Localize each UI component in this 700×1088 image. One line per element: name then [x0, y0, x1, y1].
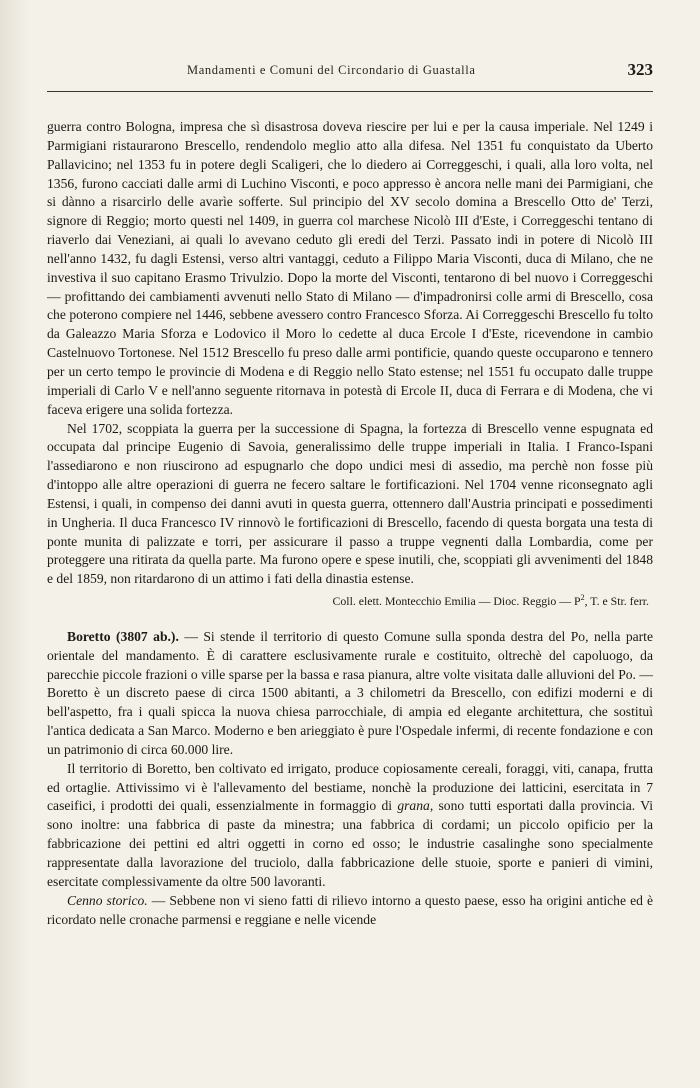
note-superscript: 2 [580, 593, 585, 603]
cenno-storico-text: — Sebbene non vi sieno fatti di rilievo intorno a questo paese, esso ha origini antiche ed è ricordato nelle cronache parmensi e reggiane e nelle vicende [47, 892, 653, 927]
paragraph-brescello-history: guerra contro Bologna, impresa che sì disastrosa doveva riescire per lui e per la causa imperiale. Nel 1249 i Parmigiani ristaurarono Brescello, rendendolo meglio atto alla difesa. Nel 1351 fu conquistato da Uberto Pallavicino; nel 1353 fu in potere degli Scaligeri, che lo diedero ai Correggeschi, i quali, alla loro volta, nel 1356, furono cacciati dalle armi di Luchino Visconti, e poco appresso è ancora nelle mani dei Parmigiani, che si dànno a risarcirlo delle avarìe sofferte. Sul principio del XV secolo domina a Brescello Otto de' Terzi, signore di Reggio; morto questi nel 1409, in guerra col marchese Nicolò III d'Este, i Correggeschi tentano di riaverlo dai Veneziani, ai quali lo avevano ceduto gli eredi del Terzi. Passato indi in potere di Nicolò III nell'anno 1432, fu dagli Estensi, verso altri vantaggi, ceduto a Filippo Maria Visconti, duca di Milano, che ne investiva il suo capitano Erasmo Trivulzio. Dopo la morte del Visconti, tentarono di bel nuovo i Correggeschi — profittando dei cambiamenti avvenuti nello Stato di Milano — d'impadronirsi colle armi di Brescello, cosa che poterono compiere nel 1446, sebbene avessero contro Francesco Sforza. Ai Correggeschi Brescello fu tolto da Galeazzo Maria Sforza e Lodovico il Moro lo cedette al duca Ercole I d'Este, ricevendone in cambio Castelnuovo Tortonese. Nel 1512 Brescello fu preso dalle armi pontificie, quando queste occuparono e tennero per un certo tempo le provincie di Modena e di Reggio nello Stato estense; nel 1551 fu occupato dalle truppe imperiali di Carlo V e nell'anno seguente ritornava in potestà di Ercole II, duca di Ferrara e di Modena, che vi faceva erigere una solida fortezza. [47, 119, 653, 417]
territory-text-a: Il territorio di Boretto, ben coltivato ed irrigato, produce copiosamente cereali, foraggi, viti, canapa, frutta ed ortaglie. Attivissimo vi è l'allevamento del bestiame, nonchè la produzione dei latticini, esercitata in 7 caseifici, i prodotti dei quali, essenzialmente in formaggio di [47, 760, 653, 814]
territory-text-b: , sono tutti esportati dalla provincia. Vi sono inoltre: una fabbrica di paste da minestra; una fabbrica di cordami; un piccolo opificio per la fabbricazione dei pettini ed altri oggetti in corno ed osso; le industrie casalinghe sono specialmente rappresentate dalla lavorazione del truciolo, dalla fabbricazione delle stuoie, sporte e panieri di vimini, esercitate complessivamente da oltre 500 lavoranti. [47, 798, 654, 889]
paragraph-cenno-storico [47, 892, 653, 930]
grana-italic: grana [397, 798, 430, 814]
page-number: 323 [627, 60, 653, 79]
page-header [47, 62, 653, 84]
boretto-text: — Si stende il territorio di questo Comune sulla sponda destra del Po, nella parte orientale del mandamento. È di carattere esclusivamente rurale e costituito, oltrechè del capoluogo, da parecchie piccole frazioni o ville sparse per la bassa e rasa pianura, altre volte visitata dalle alluvioni del Po. — Boretto è un discreto paese di circa 1500 abitanti, a 3 chilometri da Brescello, con edifizi moderni e di bell'aspetto, fra i quali spicca la nuova chiesa parrocchiale, di ampia ed elegante architettura, che sostituì l'antica dedicata a San Marco. Moderno e ben arieggiato è pure l'Ospedale infermi, di recente fondazione e con un patrimonio di circa 60.000 lire. [47, 628, 653, 757]
entry-heading-boretto: Boretto (3807 ab.). [67, 628, 179, 644]
page-gutter-shadow [0, 0, 30, 1088]
header-rule [47, 91, 653, 92]
running-head: Mandamenti e Comuni del Circondario di Guastalla [187, 63, 476, 77]
note-main: Coll. elett. Montecchio Emilia — Dioc. Reggio — P [332, 594, 581, 609]
body-text [47, 118, 653, 929]
cenno-storico-heading: Cenno storico. [67, 892, 148, 908]
paragraph-boretto-territory [47, 760, 653, 892]
paragraph-boretto [47, 628, 653, 760]
electoral-note [47, 589, 653, 611]
paragraph-brescello-1702: Nel 1702, scoppiata la guerra per la successione di Spagna, la fortezza di Brescello venne espugnata ed occupata dal principe Eugenio di Savoia, generalissimo delle truppe imperiali in Italia. I Franco-Ispani l'assediarono e non riuscirono ad espugnarlo che dopo undici mesi di assedio, ma perchè non fosse più d'intoppo alle altre operazioni di guerra ne fecero saltare le fortificazioni. Nel 1704 venne riconsegnato agli Estensi, i quali, in compenso dei danni avuti in questa guerra, ottennero dall'Austria principati e possedimenti in Ungheria. Il duca Francesco IV rinnovò le fortificazioni di Brescello, facendo di questa borgata una testa di ponte munita di palizzate e torri, per assicurare il passo a truppe vegnenti dalla Lombardia, come per proteggere una ritirata da quella parte. Ma furono opere e spese inutili, che, scoppiati gli avvenimenti del 1848 e del 1859, non ritardarono di un attimo i fati della dinastia estense. [47, 420, 653, 587]
note-end: , T. e Str. ferr. [584, 594, 649, 609]
